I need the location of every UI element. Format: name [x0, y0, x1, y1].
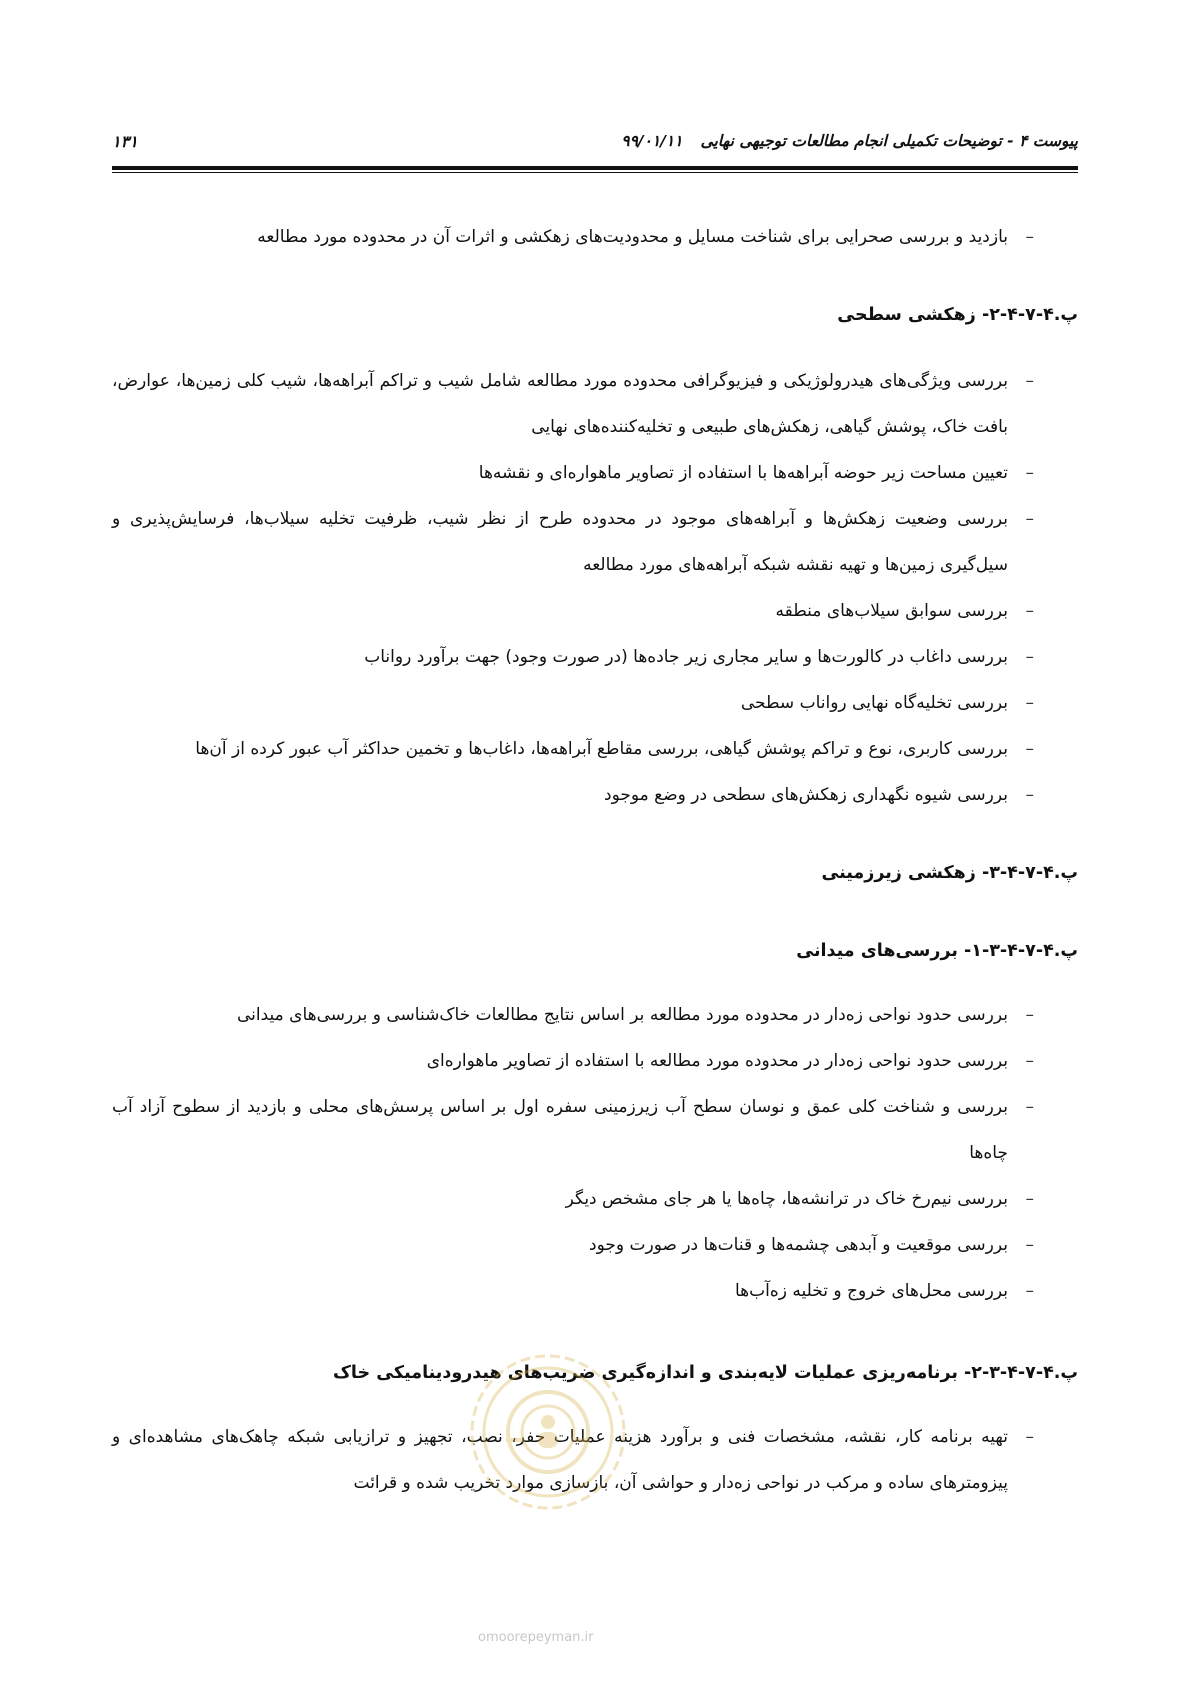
header-date: ۹۹/۰۱/۱۱ — [621, 132, 683, 150]
dash-icon: – — [1025, 785, 1034, 805]
list-item: – بررسی موقعیت و آبدهی چشمه‌ها و قنات‌ها در صورت وجود — [112, 1222, 1078, 1268]
dash-icon: – — [1025, 509, 1034, 529]
section-heading-surface-drainage: پ.۴-۷-۴-۲- زهکشی سطحی — [837, 305, 1078, 325]
list-item: – بررسی ویژگی‌های هیدرولوژیکی و فیزیوگرافی محدوده مورد مطالعه شامل شیب و تراکم آبراهه‌ها، شیب کلی زمین‌ها، عوارض، بافت خاک، پوشش گیاهی، زهکش‌های طبیعی و تخلیه‌کننده‌های نهایی — [112, 358, 1078, 450]
header-title — [621, 132, 1078, 150]
header-divider-thin — [112, 172, 1078, 173]
header-title-text: پیوست ۴ - توضیحات تکمیلی انجام مطالعات توجیهی نهایی — [700, 132, 1078, 150]
section-heading-subsurface-drainage: پ.۴-۷-۴-۳- زهکشی زیرزمینی — [821, 863, 1078, 883]
list-item: – بررسی و شناخت کلی عمق و نوسان سطح آب زیرزمینی سفره اول بر اساس پرسش‌های محلی و بازدید از سطوح آزاد آب چاه‌ها — [112, 1084, 1078, 1176]
dash-icon: – — [1025, 463, 1034, 483]
dash-icon: – — [1025, 1051, 1034, 1071]
section-heading-layering-program: پ.۴-۷-۴-۳-۲- برنامه‌ریزی عملیات لایه‌بندی و اندازه‌گیری ضریب‌های هیدرودینامیکی خاک — [333, 1363, 1078, 1383]
header-divider-thick — [112, 166, 1078, 170]
dash-icon: – — [1025, 693, 1034, 713]
dash-icon: – — [1025, 1005, 1034, 1025]
intro-bullet-list — [112, 214, 1078, 260]
list-item: – بررسی سوابق سیلاب‌های منطقه — [112, 588, 1078, 634]
page-header — [112, 132, 1078, 160]
dash-icon: – — [1025, 647, 1034, 667]
field-studies-bullet-list — [112, 992, 1078, 1314]
dash-icon: – — [1025, 1427, 1034, 1447]
list-item: – تهیه برنامه کار، نقشه، مشخصات فنی و برآورد هزینه عملیات حفر، نصب، تجهیز و ترازیابی شبکه چاهک‌های مشاهده‌ای و پیزومترهای ساده و مرکب در نواحی زه‌دار و حواشی آن، بازسازی موارد تخریب شده و قرائت — [112, 1414, 1078, 1506]
list-item: – بررسی نیم‌رخ خاک در ترانشه‌ها، چاه‌ها یا هر جای مشخص دیگر — [112, 1176, 1078, 1222]
dash-icon: – — [1025, 1097, 1034, 1117]
page-number: ۱۳۱ — [112, 132, 138, 151]
dash-icon: – — [1025, 1235, 1034, 1255]
list-item: – بررسی داغاب در کالورت‌ها و سایر مجاری زیر جاده‌ها (در صورت وجود) جهت برآورد رواناب — [112, 634, 1078, 680]
dash-icon: – — [1025, 739, 1034, 759]
section-heading-field-studies: پ.۴-۷-۴-۳-۱- بررسی‌های میدانی — [796, 941, 1078, 961]
watermark-seal-icon — [468, 1352, 628, 1512]
watermark-url: omoorepeyman.ir — [478, 1630, 594, 1645]
list-item: – بازدید و بررسی صحرایی برای شناخت مسایل و محدودیت‌های زهکشی و اثرات آن در محدوده مورد مطالعه — [112, 214, 1078, 260]
list-item: – بررسی شیوه نگهداری زهکش‌های سطحی در وضع موجود — [112, 772, 1078, 818]
list-item: – بررسی محل‌های خروج و تخلیه زه‌آب‌ها — [112, 1268, 1078, 1314]
page-content — [112, 214, 1078, 1506]
dash-icon: – — [1025, 1189, 1034, 1209]
list-item: – بررسی تخلیه‌گاه نهایی رواناب سطحی — [112, 680, 1078, 726]
surface-drainage-bullet-list — [112, 358, 1078, 818]
list-item: – بررسی وضعیت زهکش‌ها و آبراهه‌های موجود در محدوده طرح از نظر شیب، ظرفیت تخلیه سیلاب‌ها، فرسایش‌پذیری و سیل‌گیری زمین‌ها و تهیه نقشه شبکه آبراهه‌های مورد مطالعه — [112, 496, 1078, 588]
dash-icon: – — [1025, 601, 1034, 621]
list-item: – تعیین مساحت زیر حوضه آبراهه‌ها با استفاده از تصاویر ماهواره‌ای و نقشه‌ها — [112, 450, 1078, 496]
dash-icon: – — [1025, 371, 1034, 391]
list-item: – بررسی حدود نواحی زه‌دار در محدوده مورد مطالعه با استفاده از تصاویر ماهواره‌ای — [112, 1038, 1078, 1084]
list-item: – بررسی حدود نواحی زه‌دار در محدوده مورد مطالعه بر اساس نتایج مطالعات خاک‌شناسی و بررسی‌های میدانی — [112, 992, 1078, 1038]
dash-icon: – — [1025, 227, 1034, 247]
list-item: – بررسی کاربری، نوع و تراکم پوشش گیاهی، بررسی مقاطع آبراهه‌ها، داغاب‌ها و تخمین حداکثر آب عبور کرده از آن‌ها — [112, 726, 1078, 772]
dash-icon: – — [1025, 1281, 1034, 1301]
